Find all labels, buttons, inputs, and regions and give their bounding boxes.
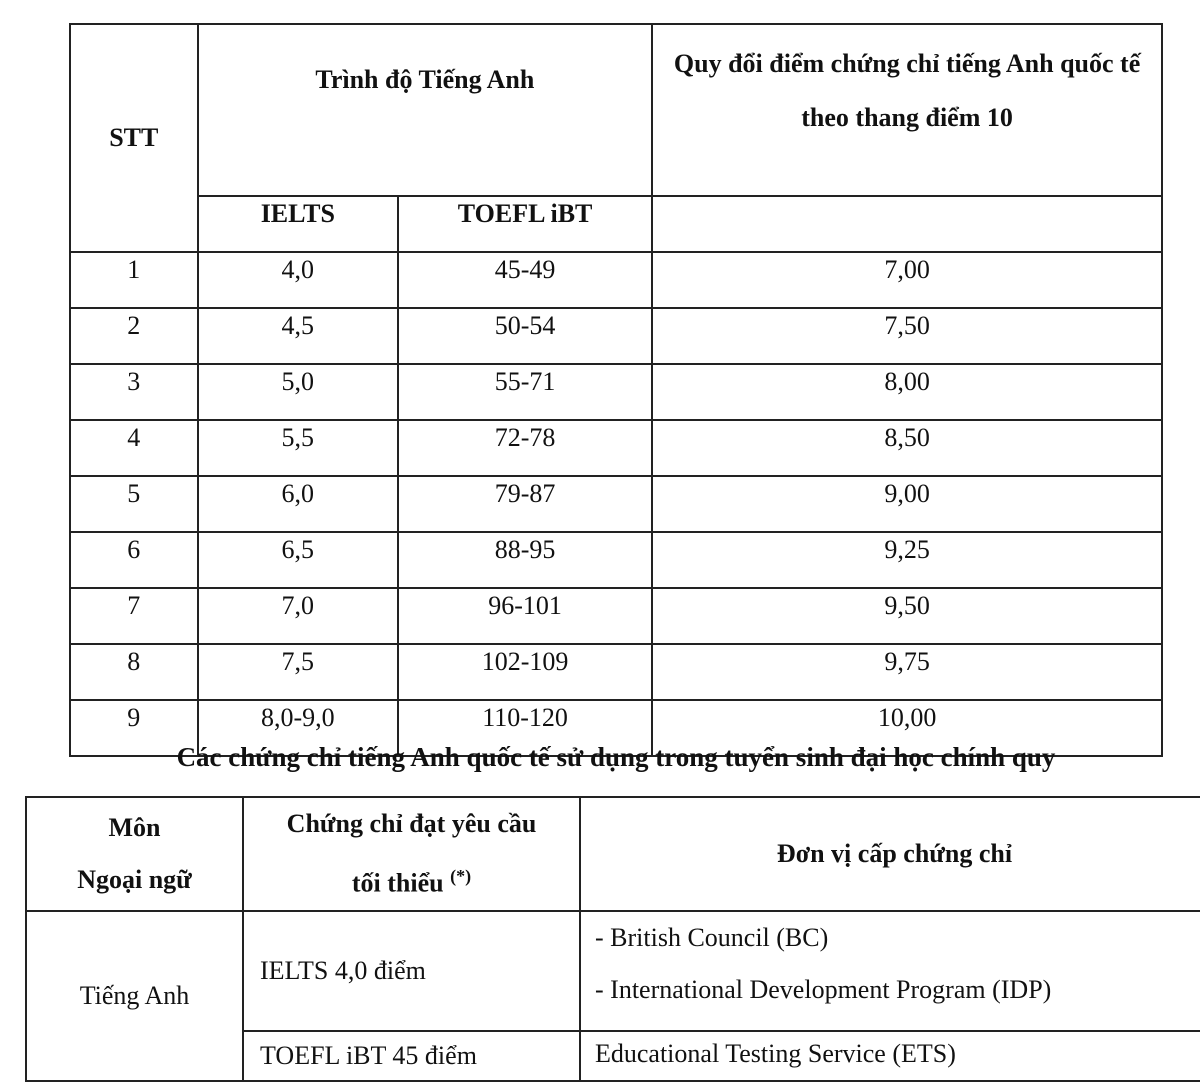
issuer-item: - International Development Program (IDP) <box>595 974 1052 1004</box>
cell-ielts: 6,0 <box>198 476 398 532</box>
header-ielts: IELTS <box>198 196 398 252</box>
cell-issuers <box>580 911 1200 1031</box>
cell-stt: 7 <box>70 588 198 644</box>
header-empty-cell <box>652 196 1162 252</box>
cell-score: 9,25 <box>652 532 1162 588</box>
cell-score: 9,00 <box>652 476 1162 532</box>
certificates-caption: Các chứng chỉ tiếng Anh quốc tế sử dụng trong tuyển sinh đại học chính quy <box>176 742 1056 772</box>
cell-ielts: 7,0 <box>198 588 398 644</box>
cell-certificate: IELTS 4,0 điểm <box>243 911 580 1031</box>
cell-ielts: 7,5 <box>198 644 398 700</box>
issuer-item: - British Council (BC) <box>595 922 829 952</box>
certificates-table <box>25 796 1200 1082</box>
table-row <box>70 420 1162 476</box>
header-subject-line2: Ngoại ngữ <box>77 864 192 894</box>
cell-toefl: 50-54 <box>398 308 652 364</box>
cell-ielts: 4,5 <box>198 308 398 364</box>
cell-subject: Tiếng Anh <box>26 911 243 1081</box>
cell-score: 9,75 <box>652 644 1162 700</box>
cell-stt: 9 <box>70 700 198 756</box>
cell-stt: 3 <box>70 364 198 420</box>
cell-ielts: 5,0 <box>198 364 398 420</box>
issuer-item: Educational Testing Service (ETS) <box>580 1031 1200 1081</box>
header-issuer: Đơn vị cấp chứng chỉ <box>580 797 1200 911</box>
table-row <box>26 911 1200 1031</box>
cell-stt: 8 <box>70 644 198 700</box>
cell-toefl: 88-95 <box>398 532 652 588</box>
header-cert-line1: Chứng chỉ đạt yêu cầu <box>286 809 537 838</box>
header-english-level: Trình độ Tiếng Anh <box>198 24 653 196</box>
header-cert-line2: tối thiểu <box>351 868 444 898</box>
cell-toefl: 72-78 <box>398 420 652 476</box>
cell-stt: 6 <box>70 532 198 588</box>
cell-ielts: 8,0-9,0 <box>198 700 398 756</box>
header-toefl: TOEFL iBT <box>398 196 652 252</box>
table-row <box>70 364 1162 420</box>
cell-toefl: 110-120 <box>398 700 652 756</box>
cell-score: 7,00 <box>652 252 1162 308</box>
table-row <box>70 532 1162 588</box>
header-min-certificate <box>243 797 580 911</box>
cell-ielts: 4,0 <box>198 252 398 308</box>
cell-score: 8,00 <box>652 364 1162 420</box>
table-row <box>70 252 1162 308</box>
cell-toefl: 79-87 <box>398 476 652 532</box>
conversion-table <box>69 23 1163 757</box>
table-row <box>70 476 1162 532</box>
cell-score: 10,00 <box>652 700 1162 756</box>
cell-toefl: 96-101 <box>398 588 652 644</box>
cell-score: 7,50 <box>652 308 1162 364</box>
cell-stt: 4 <box>70 420 198 476</box>
cell-score: 8,50 <box>652 420 1162 476</box>
cell-score: 9,50 <box>652 588 1162 644</box>
cell-stt: 1 <box>70 252 198 308</box>
table-row <box>70 644 1162 700</box>
table-row <box>70 308 1162 364</box>
cell-ielts: 5,5 <box>198 420 398 476</box>
header-stt: STT <box>70 24 198 252</box>
header-cert-note: (*) <box>450 866 472 886</box>
cell-ielts: 6,5 <box>198 532 398 588</box>
cell-toefl: 45-49 <box>398 252 652 308</box>
cell-certificate: TOEFL iBT 45 điểm <box>243 1031 580 1081</box>
header-conversion: Quy đổi điểm chứng chỉ tiếng Anh quốc tế theo thang điểm 10 <box>652 24 1162 196</box>
cell-stt: 5 <box>70 476 198 532</box>
table-row <box>70 588 1162 644</box>
cell-toefl: 55-71 <box>398 364 652 420</box>
header-subject-line1: Môn <box>108 812 161 842</box>
cell-toefl: 102-109 <box>398 644 652 700</box>
cell-stt: 2 <box>70 308 198 364</box>
header-subject <box>26 797 243 911</box>
